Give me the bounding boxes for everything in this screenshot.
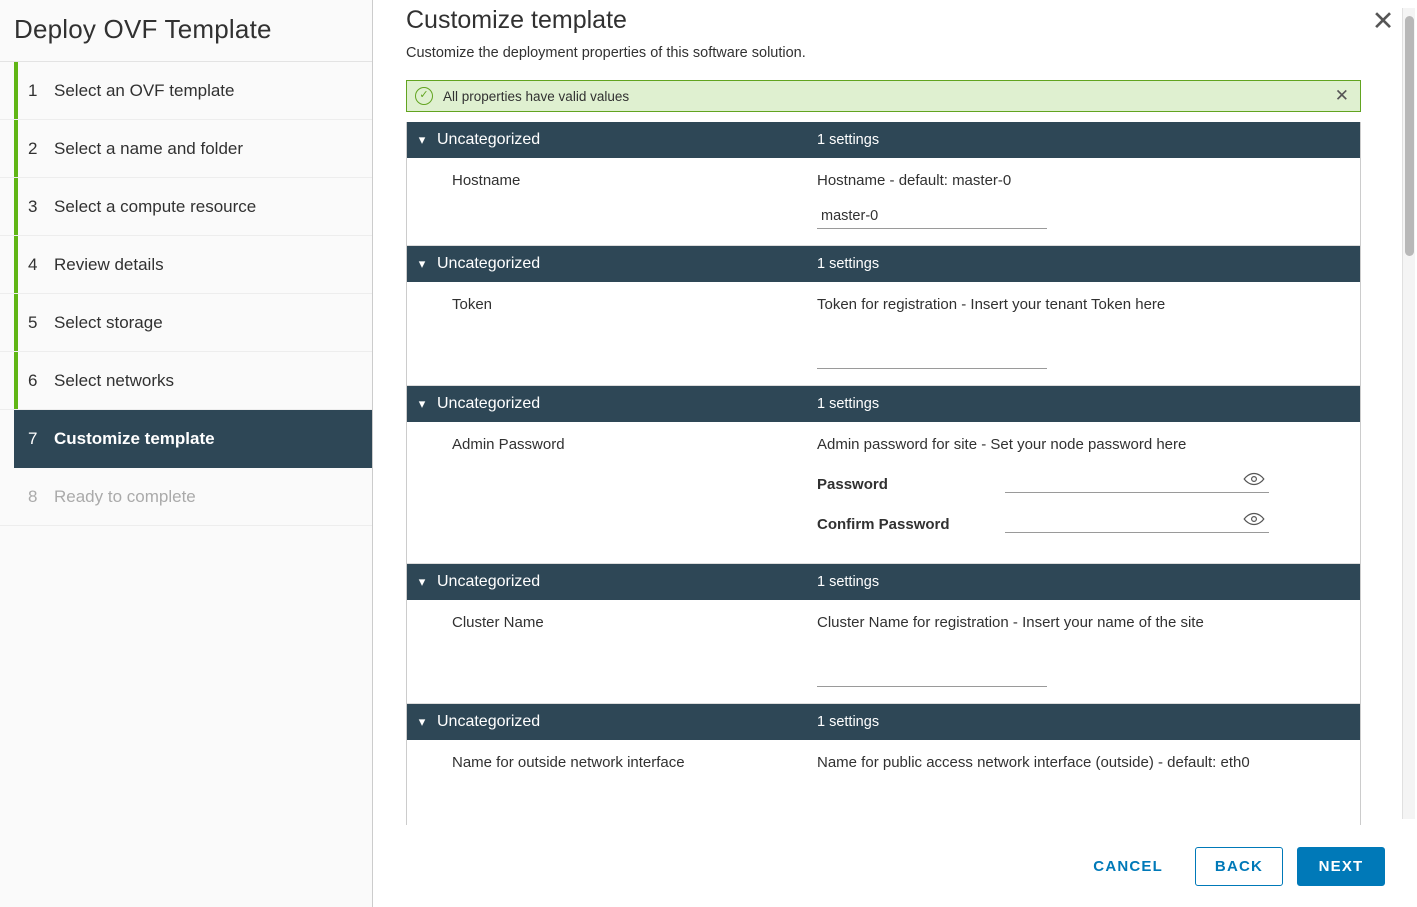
property-value-area xyxy=(817,436,1360,533)
chevron-down-icon[interactable]: ▾ xyxy=(418,396,426,411)
confirm-password-field-wrapper xyxy=(1005,511,1269,533)
property-label: Hostname xyxy=(452,172,521,189)
step-number: 6 xyxy=(28,370,38,390)
close-icon[interactable]: ✕ xyxy=(1371,6,1395,36)
section-count: 1 settings xyxy=(817,574,880,590)
wizard-footer xyxy=(373,825,1417,907)
sidebar-step-8 xyxy=(0,468,372,526)
page-title: Customize template xyxy=(406,6,627,34)
eye-icon[interactable] xyxy=(1243,511,1265,531)
section-title: Uncategorized xyxy=(437,713,541,730)
vertical-scrollbar[interactable] xyxy=(1402,8,1415,819)
step-label: Select an OVF template xyxy=(54,80,235,100)
step-number: 1 xyxy=(28,80,38,100)
property-description: Token for registration - Insert your tenant Token here xyxy=(817,296,1166,313)
check-circle-icon: ✓ xyxy=(415,87,433,105)
properties-scroll-area xyxy=(406,76,1399,825)
wizard-sidebar xyxy=(0,0,373,907)
section-title: Uncategorized xyxy=(437,255,541,272)
step-label: Select a compute resource xyxy=(54,196,257,216)
section-title: Uncategorized xyxy=(437,131,541,148)
wizard-content xyxy=(373,0,1417,907)
property-value-area xyxy=(817,172,1360,229)
cluster-name-input[interactable] xyxy=(817,663,1047,687)
step-number: 8 xyxy=(28,486,38,506)
section-body-admin-password xyxy=(407,422,1360,564)
back-button[interactable]: BACK xyxy=(1195,847,1283,886)
property-value-area xyxy=(817,296,1360,369)
properties-sections xyxy=(406,122,1361,825)
section-count: 1 settings xyxy=(817,256,880,272)
eye-icon[interactable] xyxy=(1243,471,1265,491)
property-description: Cluster Name for registration - Insert your name of the site xyxy=(817,614,1204,631)
section-body-cluster-name xyxy=(407,600,1360,704)
confirm-password-row xyxy=(817,511,1360,533)
section-header-token[interactable] xyxy=(407,246,1360,282)
step-label: Select networks xyxy=(54,370,174,390)
next-button[interactable]: NEXT xyxy=(1297,847,1385,886)
alert-close-icon[interactable]: ✕ xyxy=(1334,86,1349,105)
sidebar-step-7-customize-template[interactable] xyxy=(14,410,372,468)
sidebar-step-6[interactable] xyxy=(0,352,372,410)
validation-alert xyxy=(406,80,1361,112)
confirm-password-input[interactable] xyxy=(1005,511,1235,531)
property-label: Name for outside network interface xyxy=(452,754,685,771)
step-label: Customize template xyxy=(54,428,215,448)
step-number: 2 xyxy=(28,138,38,158)
chevron-down-icon[interactable]: ▾ xyxy=(418,574,426,589)
property-description: Admin password for site - Set your node password here xyxy=(817,436,1187,453)
chevron-down-icon[interactable]: ▾ xyxy=(418,256,426,271)
section-title: Uncategorized xyxy=(437,573,541,590)
section-count: 1 settings xyxy=(817,132,880,148)
password-input[interactable] xyxy=(1005,471,1235,491)
chevron-down-icon[interactable]: ▾ xyxy=(418,132,426,147)
password-label: Password xyxy=(817,476,888,493)
section-count: 1 settings xyxy=(817,714,880,730)
chevron-down-icon[interactable]: ▾ xyxy=(418,714,426,729)
alert-message: All properties have valid values xyxy=(443,88,630,104)
property-label: Token xyxy=(452,296,493,313)
wizard-title: Deploy OVF Template xyxy=(14,14,272,44)
property-label: Cluster Name xyxy=(452,614,544,631)
property-description: Name for public access network interface (outside) - default: eth0 xyxy=(817,754,1250,771)
step-label: Select storage xyxy=(54,312,163,332)
property-description: Hostname - default: master-0 xyxy=(817,172,1012,189)
sidebar-step-5[interactable] xyxy=(0,294,372,352)
sidebar-step-2[interactable] xyxy=(0,120,372,178)
confirm-password-label: Confirm Password xyxy=(817,516,950,533)
outside-interface-input[interactable] xyxy=(817,803,1047,825)
scrollbar-thumb[interactable] xyxy=(1405,16,1414,256)
step-label: Review details xyxy=(54,254,164,274)
page-subtitle: Customize the deployment properties of this software solution. xyxy=(406,45,806,61)
wizard-steps xyxy=(0,61,372,526)
cancel-button[interactable]: CANCEL xyxy=(1093,858,1163,875)
section-title: Uncategorized xyxy=(437,395,541,412)
property-value-area xyxy=(817,754,1360,825)
token-input[interactable] xyxy=(817,345,1047,369)
section-body-hostname xyxy=(407,158,1360,246)
section-header-cluster-name[interactable] xyxy=(407,564,1360,600)
section-header-hostname[interactable] xyxy=(407,122,1360,158)
step-number: 4 xyxy=(28,254,38,274)
step-label: Ready to complete xyxy=(54,486,196,506)
password-row xyxy=(817,471,1360,493)
sidebar-step-1[interactable] xyxy=(0,62,372,120)
hostname-input[interactable] xyxy=(817,205,1047,229)
section-header-outside-interface[interactable] xyxy=(407,704,1360,740)
section-body-outside-interface xyxy=(407,740,1360,825)
step-label: Select a name and folder xyxy=(54,138,244,158)
password-field-wrapper xyxy=(1005,471,1269,493)
property-label: Admin Password xyxy=(452,436,565,453)
property-value-area xyxy=(817,614,1360,687)
sidebar-step-4[interactable] xyxy=(0,236,372,294)
section-header-admin-password[interactable] xyxy=(407,386,1360,422)
step-number: 3 xyxy=(28,196,38,216)
section-body-token xyxy=(407,282,1360,386)
section-count: 1 settings xyxy=(817,396,880,412)
sidebar-step-3[interactable] xyxy=(0,178,372,236)
step-number: 7 xyxy=(28,428,38,448)
step-number: 5 xyxy=(28,312,38,332)
